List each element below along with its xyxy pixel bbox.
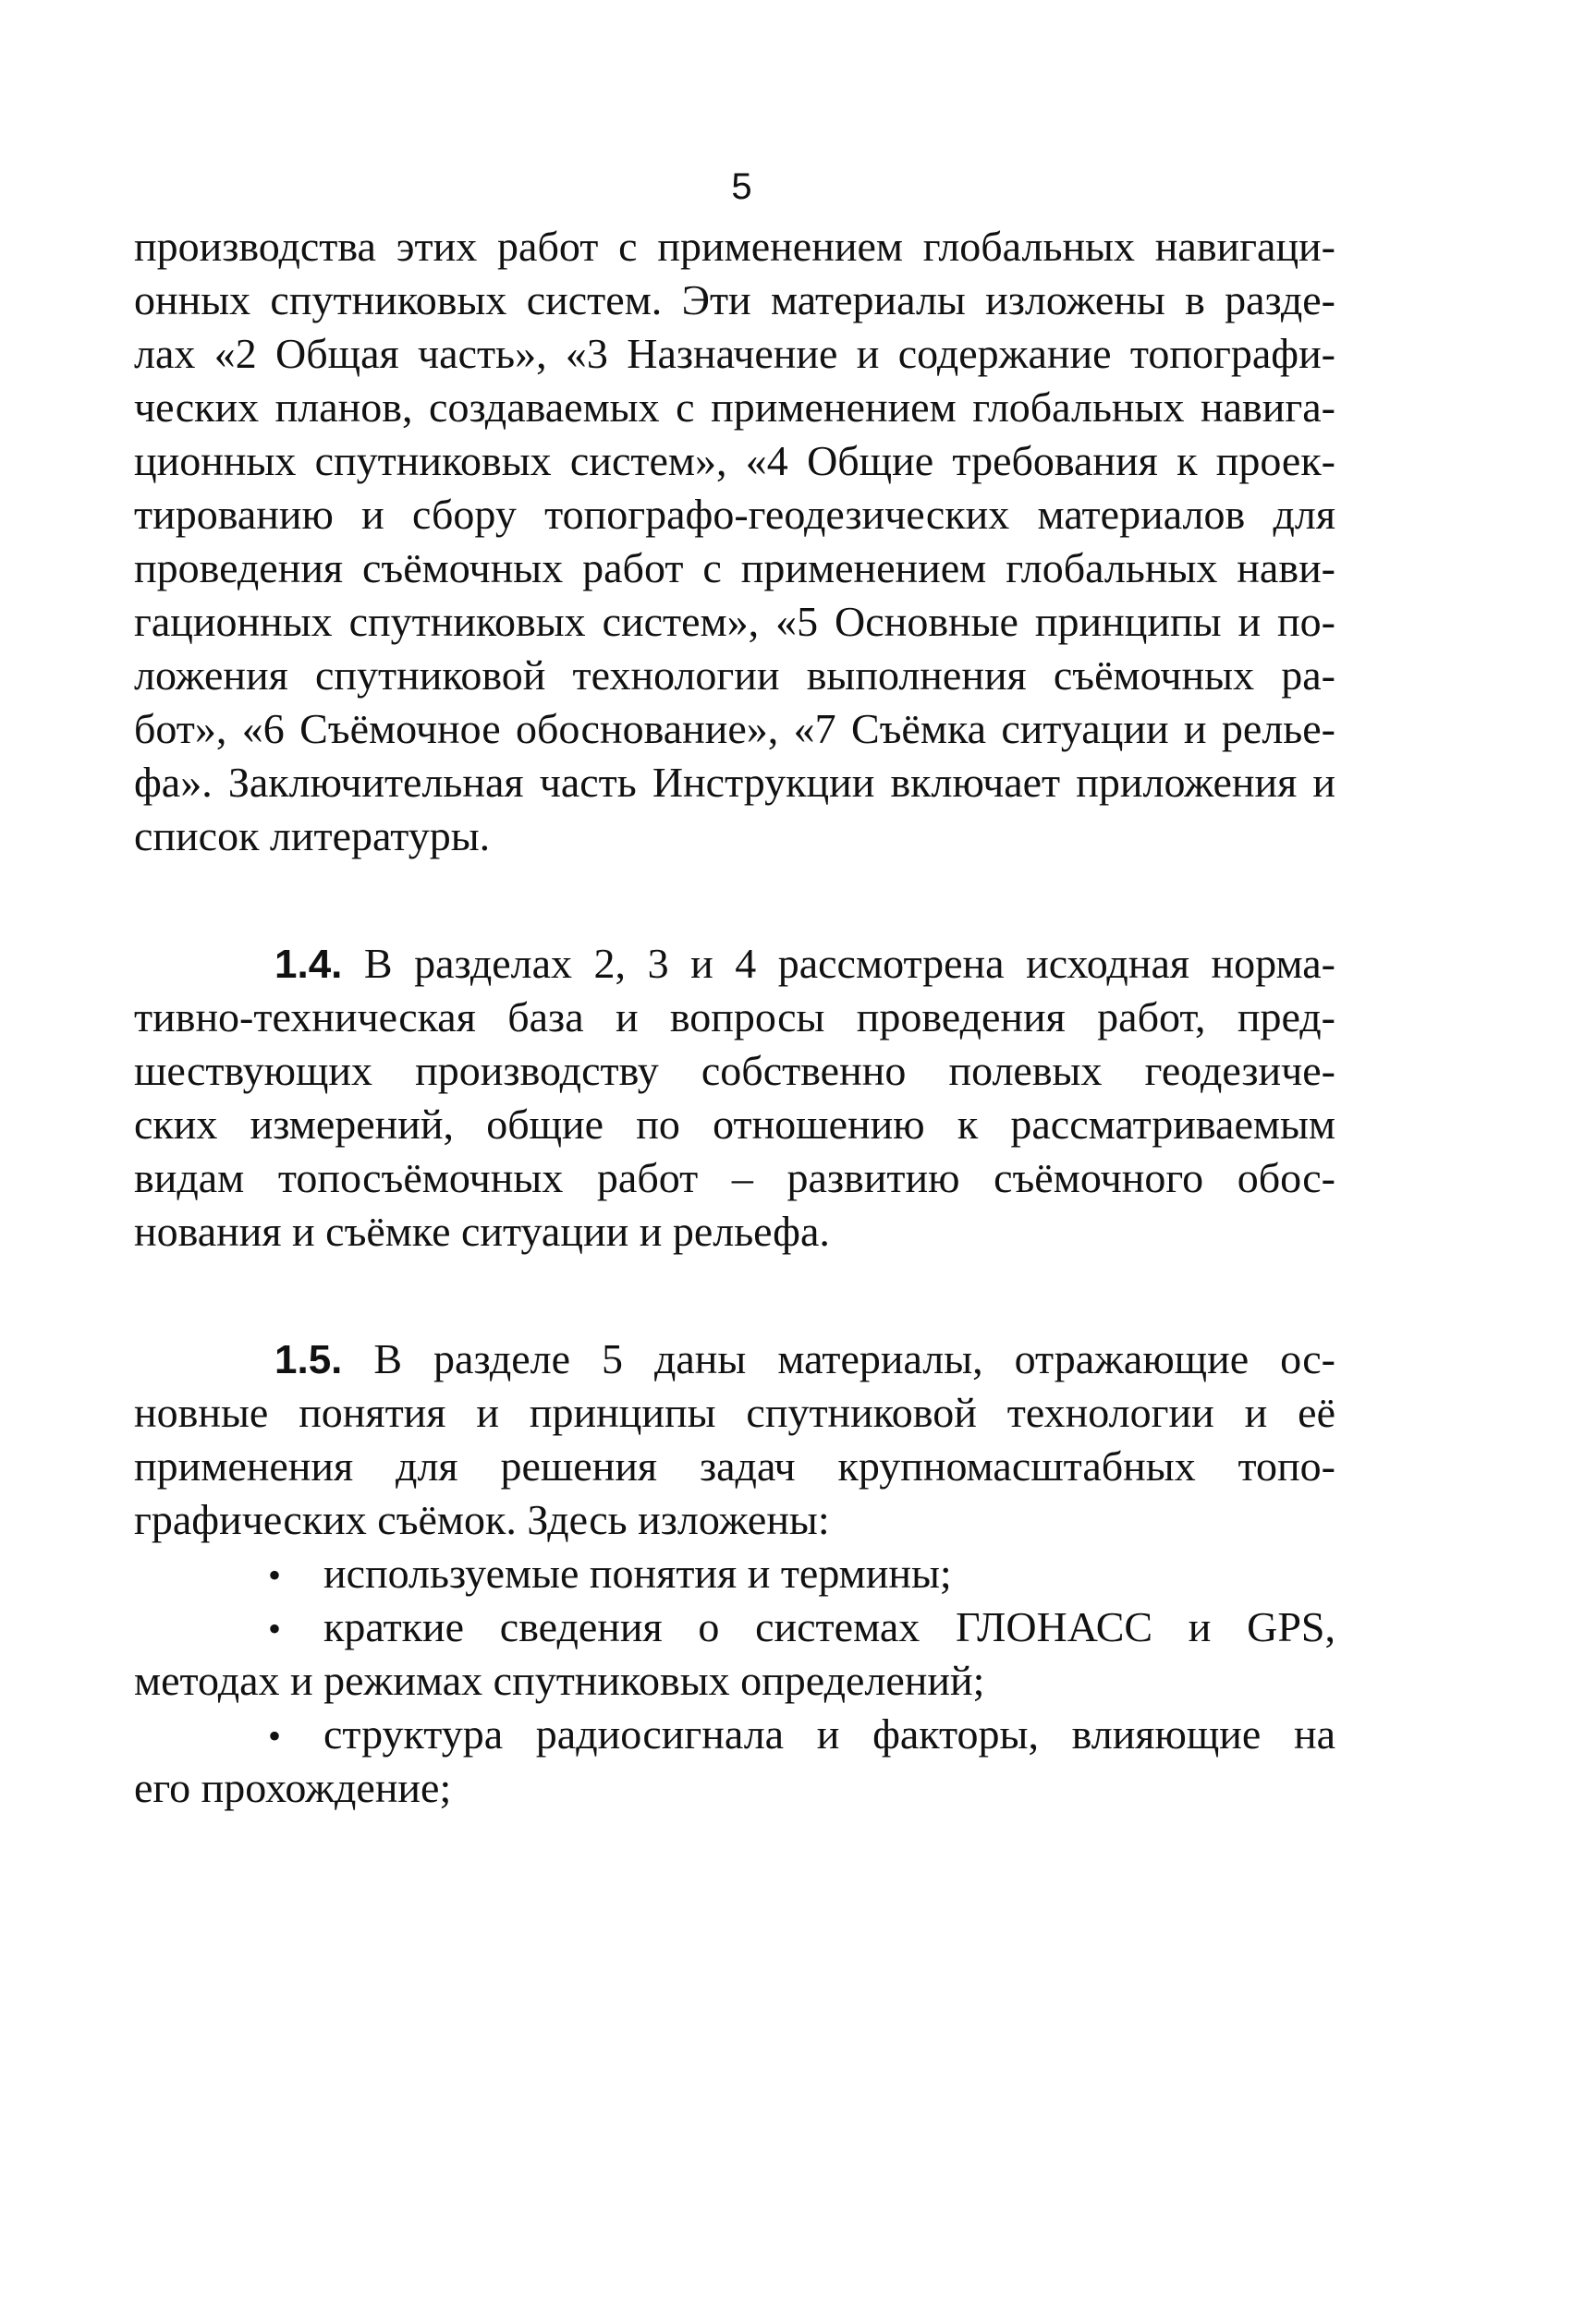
intro-paragraph bbox=[134, 220, 1335, 863]
paragraph-line: применения для решения задач крупномасштабных топо- bbox=[134, 1442, 1335, 1490]
section-lead-text: В разделе 5 даны материалы, отражающие ос- bbox=[373, 1335, 1336, 1382]
section-1-4 bbox=[134, 937, 1335, 1259]
paragraph-line: производства этих работ с применением глобальных навигаци- bbox=[134, 223, 1335, 270]
paragraph-line: список литературы. bbox=[134, 812, 491, 859]
paragraph-line: онных спутниковых систем. Эти материалы изложены в разде- bbox=[134, 276, 1335, 323]
list-item bbox=[134, 1547, 1335, 1600]
list-item-text: структура радиосигнала и факторы, влияющие на bbox=[323, 1710, 1335, 1758]
section-spacer bbox=[134, 1259, 1335, 1332]
paragraph-line: нования и съёмке ситуации и рельефа. bbox=[134, 1208, 830, 1255]
paragraph-line: тированию и сбору топографо-геодезических материалов для bbox=[134, 491, 1335, 538]
paragraph-line: ционных спутниковых систем», «4 Общие требования к проек- bbox=[134, 437, 1335, 484]
list-item-continuation: методах и режимах спутниковых определений; bbox=[134, 1657, 985, 1704]
section-first-line bbox=[134, 937, 1335, 991]
document-body bbox=[134, 220, 1335, 1815]
bullet-list bbox=[134, 1547, 1335, 1815]
paragraph-line: видам топосъёмочных работ – развитию съёмочного обос- bbox=[134, 1154, 1335, 1201]
paragraph-line: шествующих производству собственно полевых геодезиче- bbox=[134, 1047, 1335, 1094]
bullet-icon: • bbox=[268, 1715, 282, 1757]
list-item bbox=[134, 1600, 1335, 1654]
paragraph-line: ческих планов, создаваемых с применением глобальных навига- bbox=[134, 383, 1335, 431]
section-lead-text: В разделах 2, 3 и 4 рассмотрена исходная норма- bbox=[363, 940, 1335, 987]
paragraph-line: проведения съёмочных работ с применением глобальных нави- bbox=[134, 544, 1335, 591]
paragraph-line: фа». Заключительная часть Инструкции включает приложения и bbox=[134, 759, 1335, 806]
paragraph-line: тивно-техническая база и вопросы проведения работ, пред- bbox=[134, 993, 1335, 1040]
paragraph-line: графических съёмок. Здесь изложены: bbox=[134, 1496, 830, 1543]
bullet-icon: • bbox=[268, 1608, 282, 1649]
paragraph-line: ложения спутниковой технологии выполнения съёмочных ра- bbox=[134, 651, 1335, 699]
paragraph-line: бот», «6 Съёмочное обоснование», «7 Съёмка ситуации и релье- bbox=[134, 705, 1335, 752]
section-spacer bbox=[134, 863, 1335, 937]
list-item-continuation: его прохождение; bbox=[134, 1764, 452, 1811]
list-item-text: краткие сведения о системах ГЛОНАСС и GPS, bbox=[323, 1603, 1335, 1650]
list-item bbox=[134, 1708, 1335, 1761]
bullet-icon: • bbox=[268, 1554, 282, 1596]
paragraph-line: ских измерений, общие по отношению к рассматриваемым bbox=[134, 1101, 1335, 1148]
paragraph-line: гационных спутниковых систем», «5 Основные принципы и по- bbox=[134, 598, 1335, 645]
paragraph-line: лах «2 Общая часть», «3 Назначение и содержание топографи- bbox=[134, 330, 1335, 377]
section-number: 1.4. bbox=[274, 942, 343, 987]
paragraph-line: новные понятия и принципы спутниковой технологии и её bbox=[134, 1389, 1335, 1436]
list-item-text: используемые понятия и термины; bbox=[323, 1550, 952, 1597]
section-number: 1.5. bbox=[274, 1337, 343, 1382]
page-number: 5 bbox=[731, 166, 752, 207]
section-first-line bbox=[134, 1332, 1335, 1386]
section-1-5 bbox=[134, 1332, 1335, 1815]
